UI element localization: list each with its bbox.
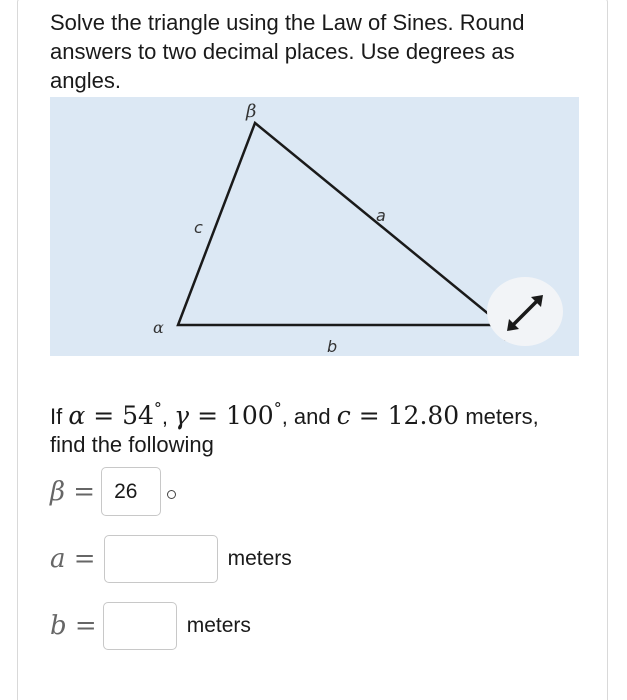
triangle-shape [178,123,502,325]
a-label: a = [50,544,96,574]
answer-row-b [50,602,251,650]
b-unit: meters [186,614,251,637]
given-c: c = 12.80 [336,401,460,430]
label-alpha: α [153,318,164,337]
b-label: b = [50,611,97,641]
label-side-a: a [376,206,386,225]
find-following-text: find the following [50,432,214,457]
given-prefix: If [50,404,63,429]
label-beta: β [246,101,257,122]
given-values: If α = 54°, γ = 100°, and c = 12.80 meters, find the following [50,392,610,462]
side-b-input[interactable] [103,602,177,650]
answer-row-beta [50,467,176,516]
answer-row-a [50,535,292,583]
given-gamma: γ = 100° [174,399,282,430]
beta-input[interactable] [101,467,161,516]
label-side-b: b [327,337,338,356]
question-prompt: Solve the triangle using the Law of Sines. Round answers to two decimal places. Use degrees as angles. [50,10,525,93]
given-units: meters, [465,404,539,429]
expand-image-button[interactable] [487,277,563,346]
given-and: , and [281,404,331,429]
beta-label: β = [50,476,96,507]
given-alpha: α = 54° [68,399,162,430]
degree-symbol-icon [167,490,176,499]
diagonal-expand-arrows-icon [487,277,563,346]
side-a-input[interactable] [104,535,218,583]
a-unit: meters [227,547,292,570]
label-side-c: c [194,218,203,237]
triangle-figure [50,97,579,356]
